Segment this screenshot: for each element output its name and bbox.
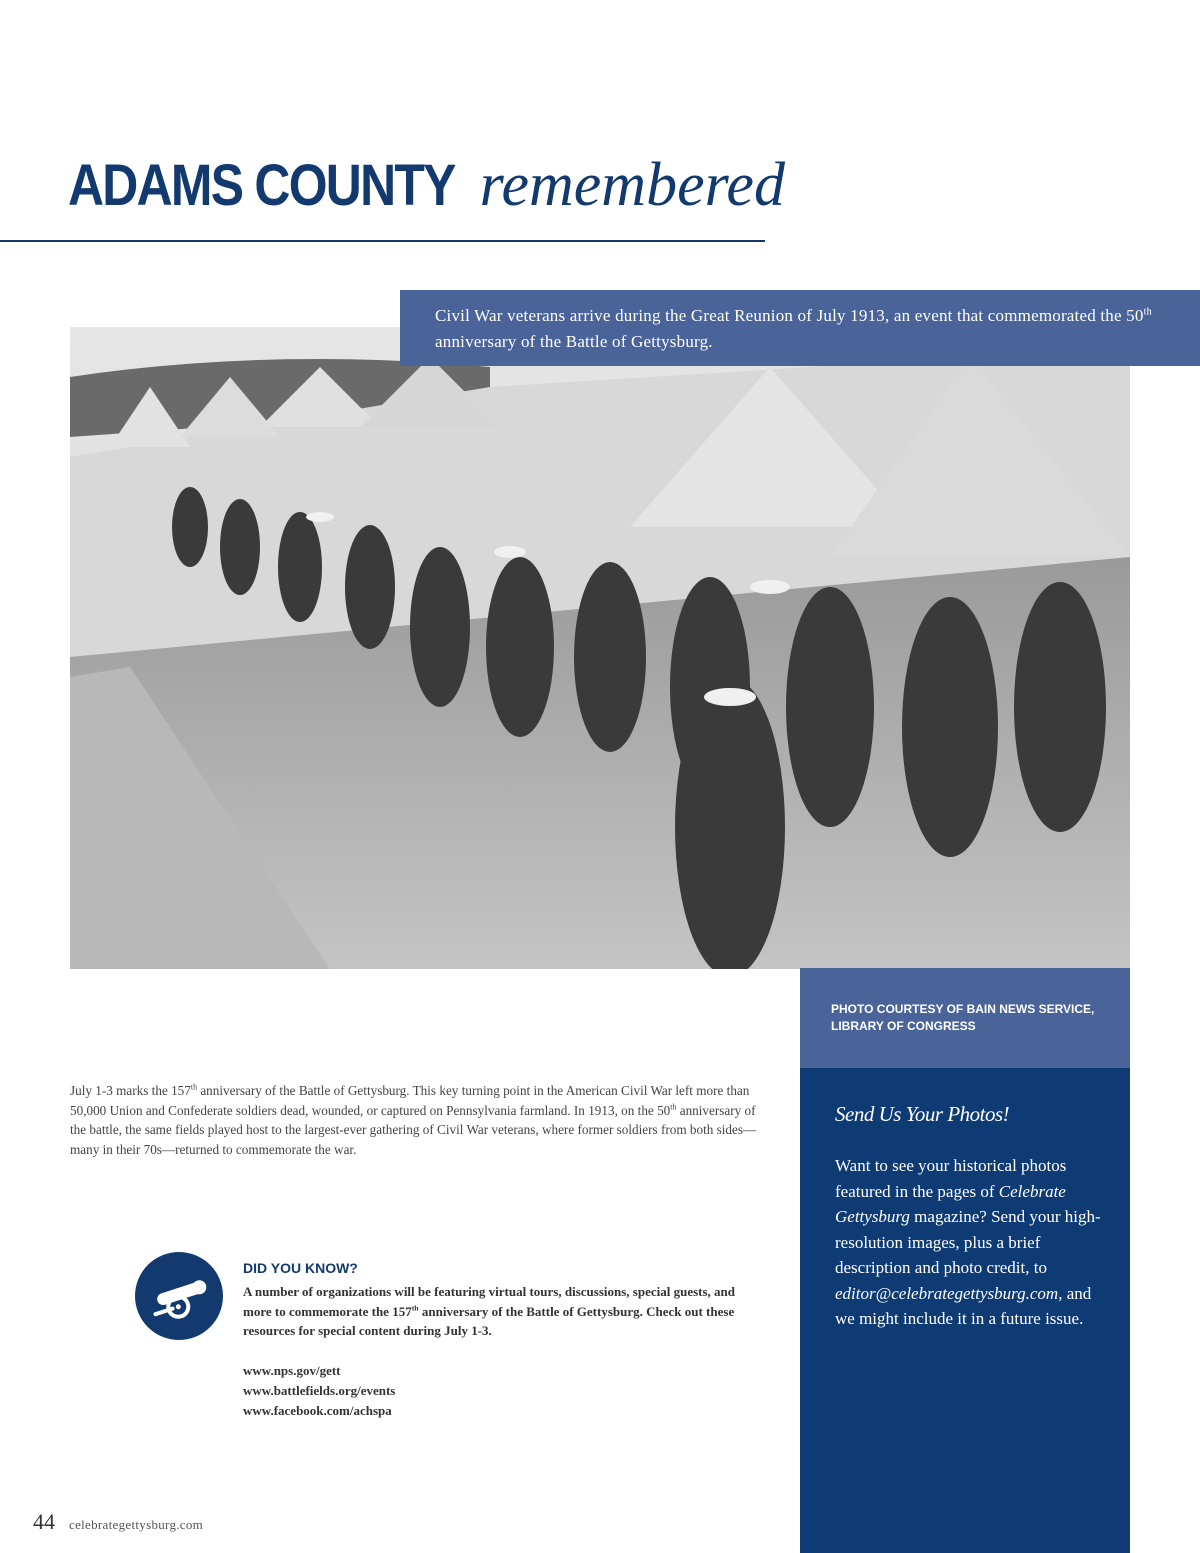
article-part-2: anniversary of the Battle of Gettysburg. This key turning point in the American Civil War left more than 50,000 Union and Confederate soldiers dead, wounded, or captured on Pennsylvania farmland. In 1913, on the 50 xyxy=(70,1083,750,1118)
caption-text-post: anniversary of the Battle of Gettysburg. xyxy=(435,332,713,351)
photo-caption xyxy=(400,290,1200,366)
credit-line-1: PHOTO COURTESY OF BAIN NEWS SERVICE, xyxy=(831,1002,1095,1016)
sidebar-body xyxy=(835,1153,1110,1332)
dyk-sup: th xyxy=(411,1303,419,1313)
cannon-icon xyxy=(135,1252,223,1340)
footer-site[interactable]: celebrategettysburg.com xyxy=(69,1517,204,1532)
caption-sup: th xyxy=(1143,306,1152,318)
resource-links xyxy=(243,1361,763,1421)
did-you-know-box xyxy=(243,1260,763,1421)
article-text xyxy=(70,1081,760,1159)
link-nps[interactable]: www.nps.gov/gett xyxy=(243,1362,341,1378)
headline-bold: ADAMS COUNTY xyxy=(68,153,455,218)
headline-rule xyxy=(0,240,765,242)
sidebar-magazine-name: Celebrate Gettysburg xyxy=(835,1181,1066,1226)
page-number: 44 xyxy=(33,1509,55,1534)
veterans-photo xyxy=(70,327,1130,969)
photo-credit xyxy=(800,968,1130,1068)
cannon-icon-graphic xyxy=(135,1252,223,1340)
sidebar-title: Send Us Your Photos! xyxy=(835,1102,1010,1126)
caption-text-pre: Civil War veterans arrive during the Great Reunion of July 1913, an event that commemorated the 50 xyxy=(435,306,1144,325)
sidebar-email[interactable]: editor@celebrategettysburg.com xyxy=(835,1283,1059,1303)
article-sup-1: th xyxy=(190,1082,198,1092)
dyk-text-1: A number of organizations will be featuring virtual tours, discussions, special guests, and more to commemorate the 157 xyxy=(243,1284,736,1319)
dyk-text-2: anniversary of the Battle of Gettysburg. Check out these resources for special content during July 1-3. xyxy=(243,1303,735,1338)
link-battlefields[interactable]: www.battlefields.org/events xyxy=(243,1382,396,1398)
did-you-know-body xyxy=(243,1282,763,1341)
headline-italic: remembered xyxy=(479,151,785,219)
page-headline xyxy=(68,150,785,221)
sidebar-text-2: magazine? Send your high-resolution images, plus a brief description and photo credit, to xyxy=(835,1207,1101,1277)
article-part-1: July 1-3 marks the 157 xyxy=(70,1083,191,1098)
credit-line-2: LIBRARY OF CONGRESS xyxy=(831,1019,976,1033)
photo-illustration xyxy=(70,327,1130,969)
page-footer xyxy=(33,1509,203,1535)
sidebar-text-1: Want to see your historical photos featured in the pages of xyxy=(835,1156,1067,1201)
send-photos-sidebar xyxy=(800,1068,1130,1553)
did-you-know-title: DID YOU KNOW? xyxy=(243,1260,358,1276)
sidebar-text-3: , and we might include it in a future issue. xyxy=(835,1283,1092,1328)
article-part-3: anniversary of the battle, the same fields played host to the largest-ever gathering of Civil War veterans, where former soldiers from both sides—many in their 70s—returned to commemorate the war. xyxy=(70,1102,757,1157)
article-sup-2: th xyxy=(670,1102,677,1112)
link-facebook[interactable]: www.facebook.com/achspa xyxy=(243,1402,392,1418)
